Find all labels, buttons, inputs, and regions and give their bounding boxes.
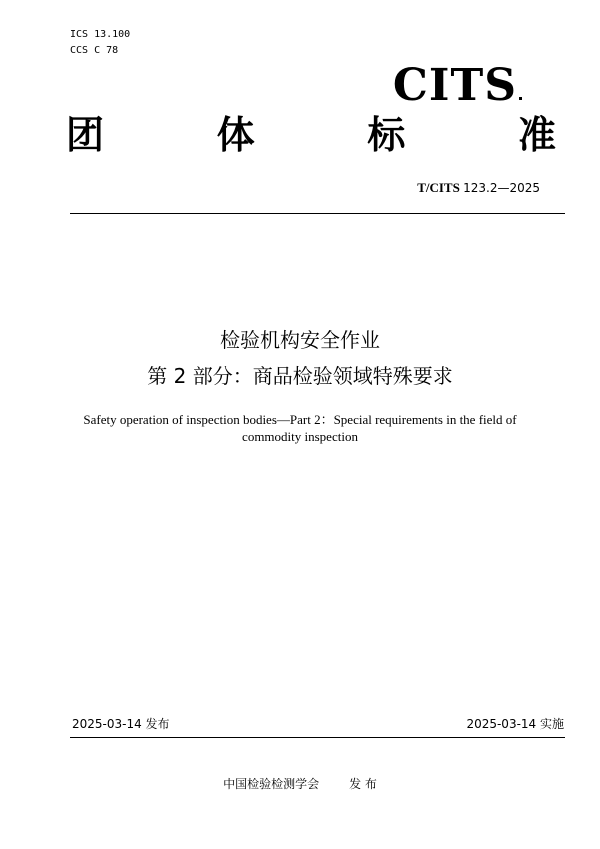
issue-date: 2025-03-14 发布 bbox=[72, 717, 170, 731]
bottom-divider bbox=[70, 737, 565, 738]
standard-type-char: 准 bbox=[517, 112, 556, 157]
title-cn-line1: 检验机构安全作业 bbox=[220, 328, 380, 352]
standard-type-char: 体 bbox=[216, 112, 255, 157]
ics-code: ICS 13.100 bbox=[70, 29, 131, 40]
publisher-name: 中国检验检测学会 bbox=[223, 777, 320, 791]
standard-type-char: 团 bbox=[66, 112, 105, 157]
top-divider bbox=[70, 213, 565, 214]
standard-number bbox=[417, 180, 540, 196]
logo-dot bbox=[519, 97, 522, 100]
standard-type-char: 标 bbox=[367, 112, 406, 157]
standard-number-prefix: T/CITS bbox=[417, 180, 460, 195]
title-cn-line2: 第 2 部分：商品检验领域特殊要求 bbox=[147, 364, 453, 388]
title-en: Safety operation of inspection bodies—Part 2：Special requirements in the field of commodity inspection bbox=[83, 412, 517, 444]
publisher-line bbox=[0, 776, 600, 792]
implement-date: 2025-03-14 实施 bbox=[466, 717, 564, 731]
ccs-code: CCS C 78 bbox=[70, 45, 119, 56]
cits-logo bbox=[393, 60, 522, 112]
standard-number-value: 123.2—2025 bbox=[463, 181, 540, 195]
logo-text: CITS bbox=[392, 60, 517, 111]
standard-type-heading bbox=[66, 112, 556, 158]
publish-word: 发 布 bbox=[349, 777, 377, 791]
